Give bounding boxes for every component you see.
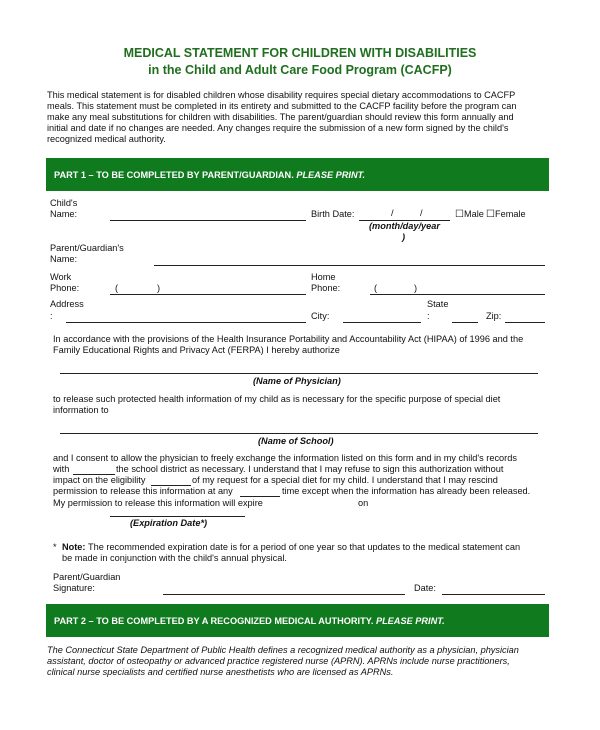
birth-date-label: Birth Date: [311,209,355,219]
part2-header [46,604,549,637]
physician-name-input[interactable] [60,373,538,374]
consent-line: the school district as necessary. I understand that I may refuse to sign this authorization without [116,464,504,474]
home-paren-open: ( [374,283,378,293]
home-label: Home [311,272,336,282]
male-checkbox[interactable]: ☐ [455,209,464,220]
address-colon: : [50,311,53,321]
male-label: Male [464,209,484,219]
physician-caption: (Name of Physician) [253,376,341,386]
intro-line: This medical statement is for disabled children whose disability requires special dietary accommodations to CACFP [47,90,516,100]
consent-line: and I consent to allow the physician to freely exchange the information listed on this form and in my child's records [53,453,517,463]
work-phone-input[interactable] [110,294,306,295]
intro-paragraph [47,90,516,145]
consent-line: of my request for a special diet for my child. I understand that I may rescind [192,475,498,485]
note-star: * [53,542,57,552]
consent-line: impact on the eligibility [53,475,146,485]
school-caption: (Name of School) [258,436,334,446]
parent-name-label: Parent/Guardian's [50,243,124,253]
work-paren-close: ) [157,283,161,293]
date-label: Date: [414,583,436,593]
intro-line: initial and date if no changes are needed. Any changes require the submission of a new form signed by the child's [47,123,509,133]
form-subtitle: in the Child and Adult Care Food Program (CACFP) [148,63,452,77]
consent-line: My permission to release this information will expire [53,498,263,508]
work-label: Work [50,272,72,282]
child-name-label: Name: [50,209,78,219]
release-line: to release such protected health information of my child as is necessary for the specific purpose of special diet [53,394,501,404]
consent-line: time except when the information has already been released. [282,486,531,496]
address-label: Address [50,299,84,309]
authorize-line: In accordance with the provisions of the Health Insurance Portability and Accountability Act (HIPAA) of 1996 and the [53,334,524,344]
zip-label: Zip: [486,311,502,321]
ct-line: assistant, doctor of osteopathy or advanced practice registered nurse (APRN). APRNs include nurse practitioners, [47,656,510,666]
part1-label: PART 1 – TO BE COMPLETED BY PARENT/GUARDIAN. [54,169,294,180]
state-input[interactable] [452,322,478,323]
female-checkbox[interactable]: ☐ [486,209,495,220]
consent-on: on [358,498,369,508]
school-name-input[interactable] [60,433,538,434]
signature-input[interactable] [163,594,405,595]
note-text: The recommended expiration date is for a period of one year so that updates to the medical statement can [88,542,521,552]
intro-line: recognized medical authority. [47,134,166,144]
signature-label2: Signature: [53,583,95,593]
consent-line: with [53,464,70,474]
ct-line: clinical nurse specialists and certified nurse anesthetists who are licensed as APRNs. [47,667,394,677]
city-input[interactable] [343,322,421,323]
state-label: State [427,299,449,309]
ct-paragraph [47,645,519,678]
date-format-close: ) [402,232,406,242]
release-line: information to [53,405,109,415]
ct-line: The Connecticut State Department of Public Health defines a recognized medical authority as a physician, physician [47,645,519,655]
form-title: MEDICAL STATEMENT FOR CHILDREN WITH DISABILITIES [123,46,477,60]
intro-line: make any meal substitutions for children with disabilities. The parent/guardian should review this form annually and [47,112,514,122]
part2-label: PART 2 – TO BE COMPLETED BY A RECOGNIZED MEDICAL AUTHORITY. [54,615,374,626]
state-colon: : [427,311,430,321]
release-paragraph [53,394,500,416]
date-slash: / [391,208,394,218]
part1-header [46,158,549,191]
home-phone-input[interactable] [370,294,545,295]
parent-name-input[interactable] [154,265,545,266]
parent-name-label2: Name: [50,254,78,264]
part2-please-print: PLEASE PRINT. [375,615,445,626]
female-label: Female [495,209,526,219]
date-slash: / [420,208,423,218]
zip-input[interactable] [505,322,545,323]
part1-please-print: PLEASE PRINT. [296,169,366,180]
city-label: City: [311,311,330,321]
consent-line: permission to release this information at any [53,486,233,496]
home-phone-label: Phone: [311,283,341,293]
authorize-paragraph [53,334,523,356]
authorize-line: Family Educational Rights and Privacy Act (FERPA) I hereby authorize [53,345,340,355]
date-format-hint: (month/day/year [369,221,440,231]
expiration-date-input[interactable] [110,516,245,517]
address-input[interactable] [66,322,306,323]
note-label: Note: [62,542,86,552]
home-paren-close: ) [414,283,418,293]
expiration-caption: (Expiration Date*) [130,518,208,528]
signature-date-input[interactable] [442,594,545,595]
work-paren-open: ( [115,283,119,293]
work-phone-label: Phone: [50,283,80,293]
childs-label: Child's [50,198,78,208]
intro-line: meals. This statement must be completed in its entirety and submitted to the CACFP facility before the program can [47,101,517,111]
permission-inline-input[interactable] [240,496,280,497]
child-name-input[interactable] [110,220,306,221]
note-text: be made in conjunction with the child's annual physical. [62,553,287,563]
signature-label: Parent/Guardian [53,572,121,582]
